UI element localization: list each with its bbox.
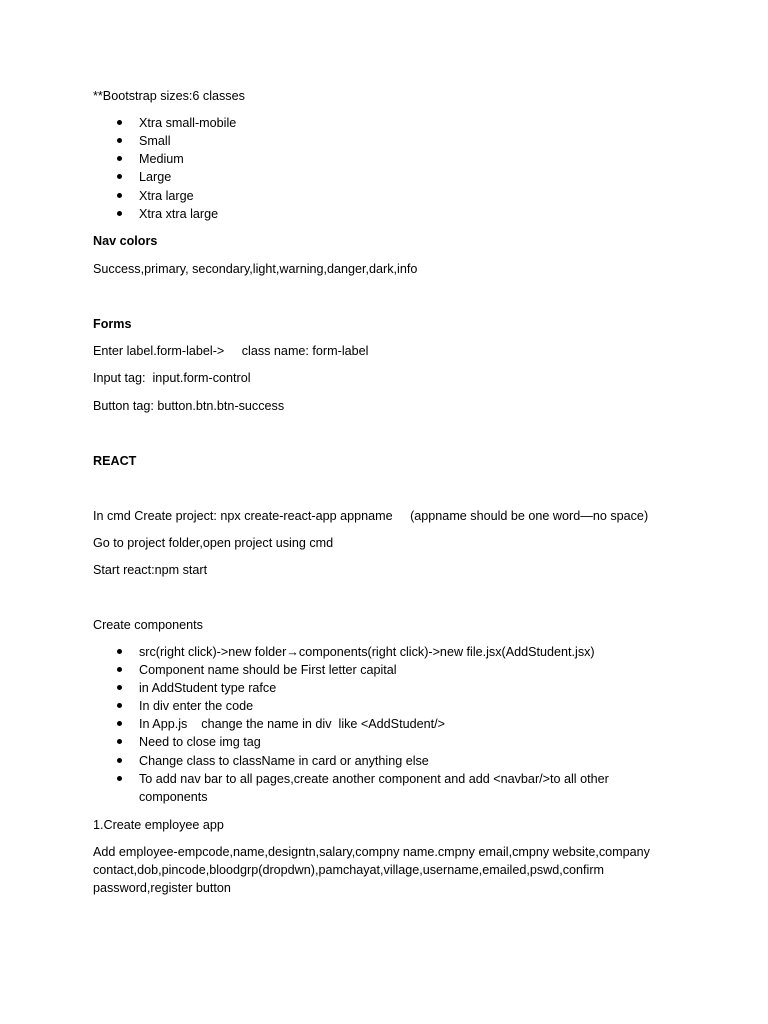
forms-line: Button tag: button.btn.btn-success bbox=[93, 399, 285, 413]
list-item: In div enter the code bbox=[139, 699, 254, 713]
react-heading: REACT bbox=[93, 454, 137, 468]
forms-heading: Forms bbox=[93, 317, 132, 331]
employee-heading: 1.Create employee app bbox=[93, 818, 224, 832]
nav-colors-text: Success,primary, secondary,light,warning,danger,dark,info bbox=[93, 262, 418, 276]
bullet-icon bbox=[117, 138, 122, 143]
bullet-icon bbox=[117, 667, 122, 672]
bullet-icon bbox=[117, 776, 122, 781]
react-line: In cmd Create project: npx create-react-app appname (appname should be one word—no space) bbox=[93, 509, 649, 523]
employee-line: Add employee-empcode,name,designtn,salary,compny name.cmpny email,cmpny website,company bbox=[93, 845, 650, 859]
forms-line: Input tag: input.form-control bbox=[93, 371, 251, 385]
list-item: In App.js change the name in div like <AddStudent/> bbox=[139, 717, 445, 731]
employee-line: password,register button bbox=[93, 881, 231, 895]
list-item: Change class to className in card or anything else bbox=[139, 754, 429, 768]
react-line: Start react:npm start bbox=[93, 563, 208, 577]
bootstrap-heading: **Bootstrap sizes:6 classes bbox=[93, 89, 245, 103]
bullet-icon bbox=[117, 174, 122, 179]
list-item: Need to close img tag bbox=[139, 735, 261, 749]
bullet-icon bbox=[117, 193, 122, 198]
list-item: Large bbox=[139, 170, 172, 184]
forms-line: Enter label.form-label-> class name: form-label bbox=[93, 344, 369, 358]
bullet-icon bbox=[117, 120, 122, 125]
list-item: src(right click)->new folder→components(right click)->new file.jsx(AddStudent.jsx) bbox=[139, 645, 595, 659]
bullet-icon bbox=[117, 649, 122, 654]
nav-colors-heading: Nav colors bbox=[93, 234, 158, 248]
bullet-icon bbox=[117, 721, 122, 726]
react-line: Go to project folder,open project using cmd bbox=[93, 536, 334, 550]
bullet-icon bbox=[117, 739, 122, 744]
components-heading: Create components bbox=[93, 618, 203, 632]
bullet-icon bbox=[117, 211, 122, 216]
bullet-icon bbox=[117, 758, 122, 763]
bullet-icon bbox=[117, 685, 122, 690]
list-item: Medium bbox=[139, 152, 184, 166]
list-item: Xtra small-mobile bbox=[139, 116, 237, 130]
list-item: in AddStudent type rafce bbox=[139, 681, 277, 695]
list-item: Xtra xtra large bbox=[139, 207, 219, 221]
document-page bbox=[93, 0, 693, 1024]
list-item: To add nav bar to all pages,create another component and add <navbar/>to all other bbox=[139, 772, 609, 786]
bullet-icon bbox=[117, 703, 122, 708]
list-item: Small bbox=[139, 134, 171, 148]
list-item: Xtra large bbox=[139, 189, 194, 203]
bullet-icon bbox=[117, 156, 122, 161]
list-item: Component name should be First letter capital bbox=[139, 663, 397, 677]
employee-line: contact,dob,pincode,bloodgrp(dropdwn),pamchayat,village,username,emailed,pswd,confirm bbox=[93, 863, 605, 877]
list-item-continuation: components bbox=[139, 790, 208, 804]
